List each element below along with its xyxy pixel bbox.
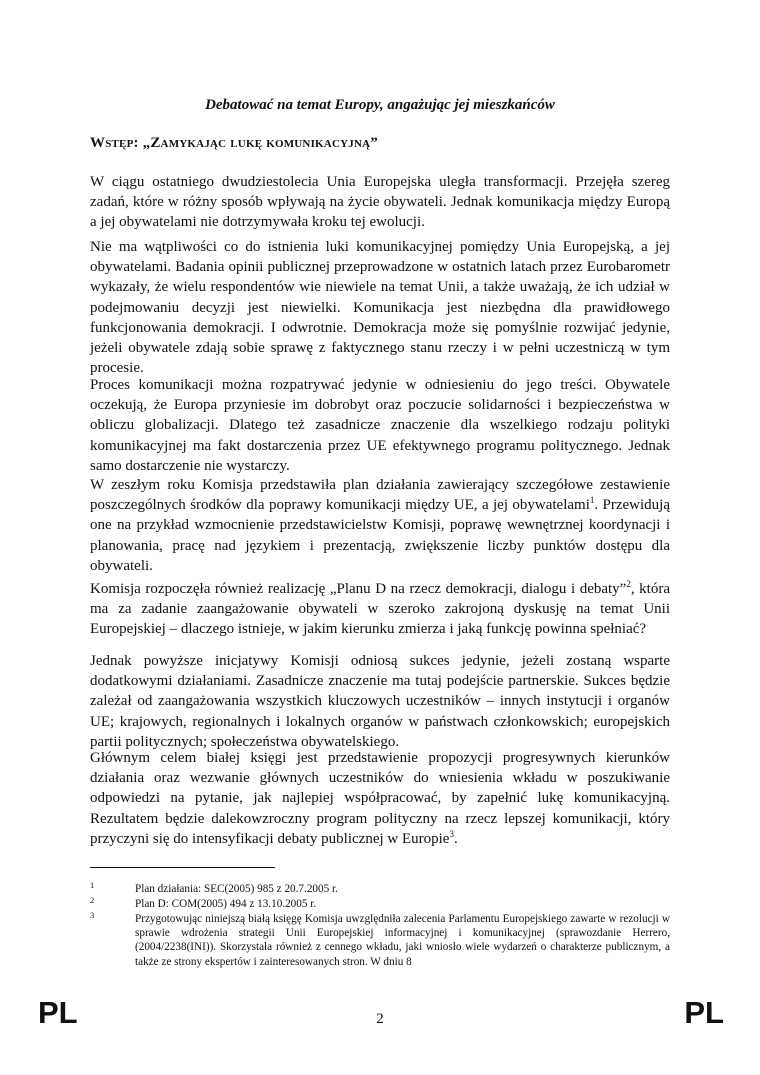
paragraph bbox=[90, 172, 670, 233]
paragraph bbox=[90, 375, 670, 476]
paragraph-text: . bbox=[453, 830, 458, 847]
footnote-number: 3 bbox=[90, 910, 95, 920]
paragraph-text: Nie ma wątpliwości co do istnienia luki komunikacyjnej pomiędzy Unia Europejską, a jej obywatelami. Badania opinii publicznej przeprowadzone w ostatnich latach przez Eurobarometr wykazały, że wielu respondentów wie niewiele na temat Unii, a także uważają, że ich udział w podejmowaniu decyzji jest niewielki. Komunikacja jest niezbędna dla prawidłowego funkcjonowania demokracji. I odwrotnie. Demokracja może się pomyślnie rozwijać jedynie, jeżeli obywatele zdają sobie sprawę z faktycznego stanu rzeczy i w pełni uczestniczą w tym procesie. bbox=[90, 239, 670, 377]
paragraph bbox=[90, 475, 670, 576]
footnote-text: Plan D: COM(2005) 494 z 13.10.2005 r. bbox=[135, 898, 317, 910]
footnote-number: 1 bbox=[90, 880, 95, 890]
document-title: Debatować na temat Europy, angażując jej mieszkańców bbox=[205, 97, 555, 113]
footnote-number: 2 bbox=[90, 895, 95, 905]
footnote-reference[interactable]: 3 bbox=[449, 828, 454, 839]
page-number: 2 bbox=[376, 1011, 384, 1027]
paragraph-text: Jednak powyższe inicjatywy Komisji odniosą sukces jedynie, jeżeli zostaną wsparte dodatkowymi działaniami. Zasadnicze znaczenie ma tutaj podejście partnerskie. Sukces będzie zależał od zaangażowania wszystkich kluczowych uczestników – innych instytucji i organów UE; krajowych, regionalnych i lokalnych organów w państwach członkowskich; europejskich partii politycznych; społeczeństwa obywatelskiego. bbox=[90, 653, 670, 750]
paragraph bbox=[90, 237, 670, 378]
footnote-divider bbox=[90, 867, 275, 868]
paragraph bbox=[90, 651, 670, 752]
paragraph-text: Komisja rozpoczęła również realizację „Planu D na rzecz demokracji, dialogu i debaty” bbox=[90, 581, 627, 597]
paragraph bbox=[90, 579, 670, 640]
footnote-text: Plan działania: SEC(2005) 985 z 20.7.2005 r. bbox=[135, 883, 338, 895]
section-heading: Wstęp: „Zamykając lukę komunikacyjną” bbox=[90, 135, 378, 151]
paragraph-text: W zeszłym roku Komisja przedstawiła plan działania zawierający szczegółowe zestawienie poszczególnych środków dla poprawy komunikacji między UE, a jej obywatelami bbox=[90, 477, 670, 514]
paragraph-text: W ciągu ostatniego dwudziestolecia Unia Europejska uległa transformacji. Przejęła szereg zadań, które w różny sposób wpływają na życie obywateli. Jednak komunikacja między Europą a jej obywatelami nie dotrzymywała kroku tej ewolucji. bbox=[90, 174, 670, 231]
footnote bbox=[90, 897, 670, 911]
footnote-reference[interactable]: 1 bbox=[589, 495, 595, 506]
paragraph-text: Głównym celem białej księgi jest przedstawienie propozycji progresywnych kierunków działania oraz wezwanie głównych uczestników do wniesienia wkładu w poszukiwanie odpowiedzi na pytanie, jak najlepiej współpracować, by zapełnić lukę komunikacyjną. Rezultatem będzie dalekowzroczny program polityczny na rzecz lepszej komunikacji, który przyczyni się do intensyfikacji debaty publicznej w Europie bbox=[90, 750, 670, 847]
footnote bbox=[90, 912, 670, 969]
footnote-reference[interactable]: 2 bbox=[626, 579, 631, 589]
footnote-text: Przygotowując niniejszą białą księgę Komisja uwzględniła zalecenia Parlamentu Europejskiego zawarte w rezolucji w sprawie wdrożenia strategii Unii Europejskiej informacyjnej i komunikacyjnej (sprawozdanie Herrero, (2004/2238(INI)). Skorzystała również z cennego wkładu, jaki wniosło wiele wydarzeń o charakterze publicznym, a także ze strony ekspertów i zainteresowanych stron. W dniu 8 bbox=[135, 913, 670, 968]
language-label-left: PL bbox=[38, 995, 78, 1030]
footnote bbox=[90, 882, 670, 896]
paragraph-text: Proces komunikacji można rozpatrywać jedynie w odniesieniu do jego treści. Obywatele oczekują, że Europa przyniesie im dobrobyt oraz poczucie solidarności i bezpieczeństwa w obliczu globalizacji. Dlatego też zasadnicze znaczenie dla wszelkiego rodzaju polityki komunikacyjnej ma fakt dostarczenia przez UE efektywnego programu politycznego. Jednak samo dostarczenie nie wystarczy. bbox=[90, 377, 670, 474]
language-label-right: PL bbox=[684, 995, 724, 1030]
paragraph-text: , która ma za zadanie zaangażowanie obywateli w szeroko zakrojoną dyskusję na temat Unii Europejskiej – dlaczego istnieje, w jakim kierunku zmierza i jaką funkcję powinna spełniać? bbox=[90, 581, 670, 638]
paragraph-text: . Przewidują one na przykład wzmocnienie przedstawicielstw Komisji, poprawę wewnętrznej koordynacji i planowania, pracę nad językiem i prezentacją, zwiększenie liczby punktów dostępu dla obywateli. bbox=[90, 497, 671, 574]
paragraph bbox=[90, 748, 670, 849]
